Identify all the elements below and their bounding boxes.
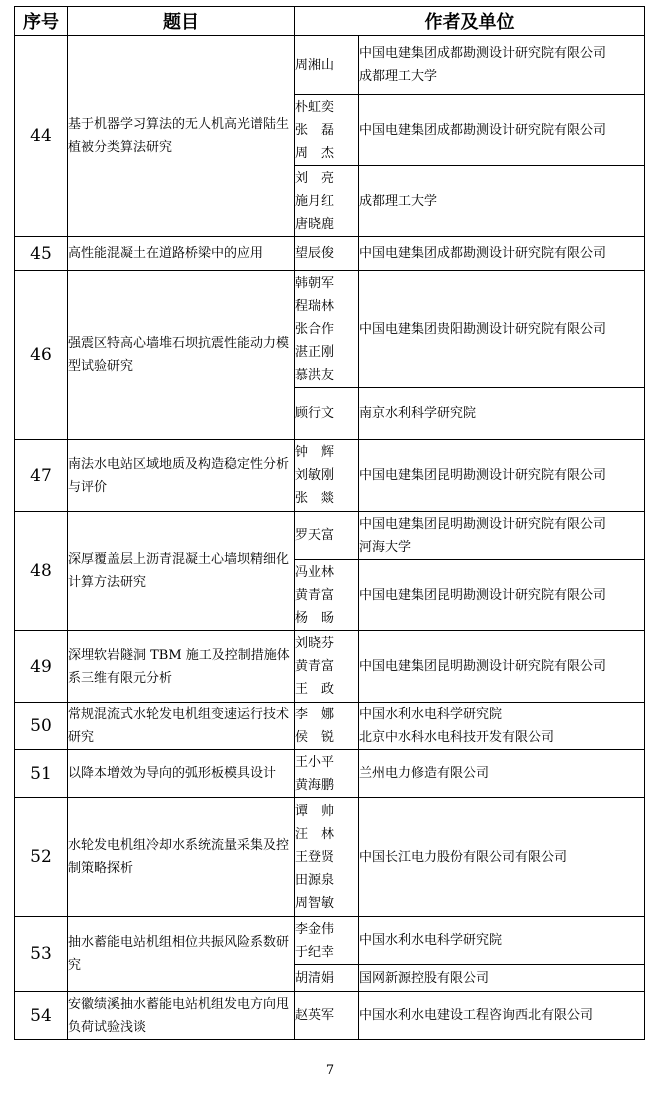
organization-name: 北京中水科水电科技开发有限公司: [359, 730, 555, 745]
organization-list: [359, 631, 645, 703]
author-list: [295, 917, 359, 965]
author-name: 程瑞林: [295, 298, 335, 314]
organization-list: [359, 798, 645, 917]
entry-number: 51: [15, 750, 68, 798]
organization-name: 中国电建集团成都勘测设计研究院有限公司: [359, 122, 607, 138]
author-name: 黄青富: [295, 659, 335, 674]
author-name: 侯 锐: [295, 730, 335, 745]
table-row: [15, 237, 645, 271]
table-row: [15, 631, 645, 703]
author-name: 王 政: [295, 682, 335, 697]
author-name: 王登贤: [295, 849, 335, 865]
papers-table: [14, 6, 645, 1040]
author-list: [295, 965, 359, 992]
organization-list: [359, 271, 645, 388]
entry-title: 强震区特高心墙堆石坝抗震性能动力模型试验研究: [68, 271, 295, 440]
entry-number: 45: [15, 237, 68, 271]
author-list: [295, 631, 359, 703]
table-row: [15, 798, 645, 917]
entry-number: 48: [15, 512, 68, 631]
organization-list: [359, 166, 645, 237]
author-name: 刘 亮: [295, 170, 335, 186]
organization-list: [359, 440, 645, 512]
entry-title: 抽水蓄能电站机组相位共振风险系数研究: [68, 917, 295, 992]
entry-number: 54: [15, 992, 68, 1040]
author-name: 张 磊: [295, 122, 335, 138]
organization-name: 中国电建集团昆明勘测设计研究院有限公司: [359, 659, 607, 674]
author-name: 周智敏: [295, 895, 335, 911]
organization-name: 中国电建集团昆明勘测设计研究院有限公司: [359, 587, 607, 603]
author-list: [295, 750, 359, 798]
author-list: [295, 271, 359, 388]
entry-number: 52: [15, 798, 68, 917]
table-row: [15, 512, 645, 560]
author-name: 张 燚: [295, 491, 335, 506]
header-authors: 作者及单位: [295, 7, 645, 36]
organization-list: [359, 703, 645, 750]
author-name: 汪 林: [295, 826, 335, 842]
entry-title: 深埋软岩隧洞 TBM 施工及控制措施体系三维有限元分析: [68, 631, 295, 703]
header-num: 序号: [15, 7, 68, 36]
organization-name: 成都理工大学: [359, 69, 438, 84]
entry-title: 安徽绩溪抽水蓄能电站机组发电方向甩负荷试验浅谈: [68, 992, 295, 1040]
header-title: 题目: [68, 7, 295, 36]
table-row: [15, 440, 645, 512]
author-name: 张合作: [295, 321, 335, 337]
table-body: [15, 36, 645, 1040]
author-list: [295, 95, 359, 166]
organization-name: 中国电建集团昆明勘测设计研究院有限公司: [359, 516, 607, 532]
organization-name: 南京水利科学研究院: [359, 406, 477, 421]
author-list: [295, 512, 359, 560]
table-row: [15, 992, 645, 1040]
author-name: 钟 辉: [295, 445, 335, 460]
author-name: 谭 帅: [295, 803, 335, 819]
author-name: 田源泉: [295, 872, 335, 888]
author-name: 王小平: [295, 754, 335, 770]
organization-name: 中国水利水电科学研究院: [359, 933, 503, 948]
author-name: 望辰俊: [295, 246, 335, 261]
entry-number: 53: [15, 917, 68, 992]
author-name: 唐晓鹿: [295, 216, 335, 232]
author-name: 赵英军: [295, 1008, 335, 1023]
entry-number: 44: [15, 36, 68, 237]
author-name: 周湘山: [295, 57, 335, 73]
entry-title: 以降本增效为导向的弧形板模具设计: [68, 750, 295, 798]
entry-title: 常规混流式水轮发电机组变速运行技术研究: [68, 703, 295, 750]
entry-title: 基于机器学习算法的无人机高光谱陆生植被分类算法研究: [68, 36, 295, 237]
table-row: [15, 36, 645, 95]
author-name: 胡清娟: [295, 970, 335, 986]
author-name: 黄青富: [295, 587, 335, 603]
author-name: 刘敏刚: [295, 468, 335, 483]
entry-title: 深厚覆盖层上沥青混凝土心墙坝精细化计算方法研究: [68, 512, 295, 631]
organization-name: 中国电建集团昆明勘测设计研究院有限公司: [359, 468, 607, 483]
organization-name: 国网新源控股有限公司: [359, 970, 490, 986]
author-list: [295, 560, 359, 631]
author-list: [295, 798, 359, 917]
entry-number: 49: [15, 631, 68, 703]
entry-title: 高性能混凝土在道路桥梁中的应用: [68, 237, 295, 271]
entry-title: 水轮发电机组冷却水系统流量采集及控制策略探析: [68, 798, 295, 917]
author-name: 慕洪友: [295, 367, 335, 383]
organization-list: [359, 560, 645, 631]
author-list: [295, 703, 359, 750]
organization-name: 中国水利水电科学研究院: [359, 707, 503, 722]
author-name: 李 娜: [295, 707, 335, 722]
author-name: 于纪幸: [295, 944, 335, 960]
author-name: 刘晓芬: [295, 636, 335, 651]
organization-name: 中国水利水电建设工程咨询西北有限公司: [359, 1008, 594, 1023]
author-name: 李金伟: [295, 921, 335, 937]
organization-list: [359, 917, 645, 965]
author-name: 罗天富: [295, 528, 335, 543]
author-name: 韩朝军: [295, 275, 335, 291]
table-row: [15, 750, 645, 798]
author-name: 湛正刚: [295, 344, 335, 360]
page-number: 7: [325, 1063, 335, 1078]
organization-list: [359, 237, 645, 271]
organization-name: 兰州电力修造有限公司: [359, 766, 490, 781]
author-name: 冯业林: [295, 564, 335, 580]
author-list: [295, 440, 359, 512]
organization-list: [359, 95, 645, 166]
entry-number: 47: [15, 440, 68, 512]
organization-list: [359, 750, 645, 798]
author-list: [295, 388, 359, 440]
author-name: 杨 旸: [295, 610, 335, 626]
author-list: [295, 166, 359, 237]
author-list: [295, 36, 359, 95]
organization-list: [359, 992, 645, 1040]
entry-title: 南法水电站区域地质及构造稳定性分析与评价: [68, 440, 295, 512]
author-name: 朴虹奕: [295, 99, 335, 115]
organization-name: 中国电建集团贵阳勘测设计研究院有限公司: [359, 321, 607, 337]
organization-list: [359, 388, 645, 440]
organization-name: 成都理工大学: [359, 193, 438, 209]
organization-name: 中国电建集团成都勘测设计研究院有限公司: [359, 246, 607, 261]
author-list: [295, 237, 359, 271]
author-list: [295, 992, 359, 1040]
table-row: [15, 703, 645, 750]
author-name: 黄海鹏: [295, 777, 335, 793]
table-row: [15, 917, 645, 965]
organization-name: 中国长江电力股份有限公司有限公司: [359, 849, 568, 865]
author-name: 顾行文: [295, 406, 335, 421]
organization-list: [359, 512, 645, 560]
organization-list: [359, 36, 645, 95]
table-row: [15, 271, 645, 388]
organization-name: 河海大学: [359, 539, 412, 555]
entry-number: 46: [15, 271, 68, 440]
table-header-row: [15, 7, 645, 36]
entry-number: 50: [15, 703, 68, 750]
organization-name: 中国电建集团成都勘测设计研究院有限公司: [359, 46, 607, 61]
author-name: 施月红: [295, 193, 335, 209]
organization-list: [359, 965, 645, 992]
author-name: 周 杰: [295, 145, 335, 161]
